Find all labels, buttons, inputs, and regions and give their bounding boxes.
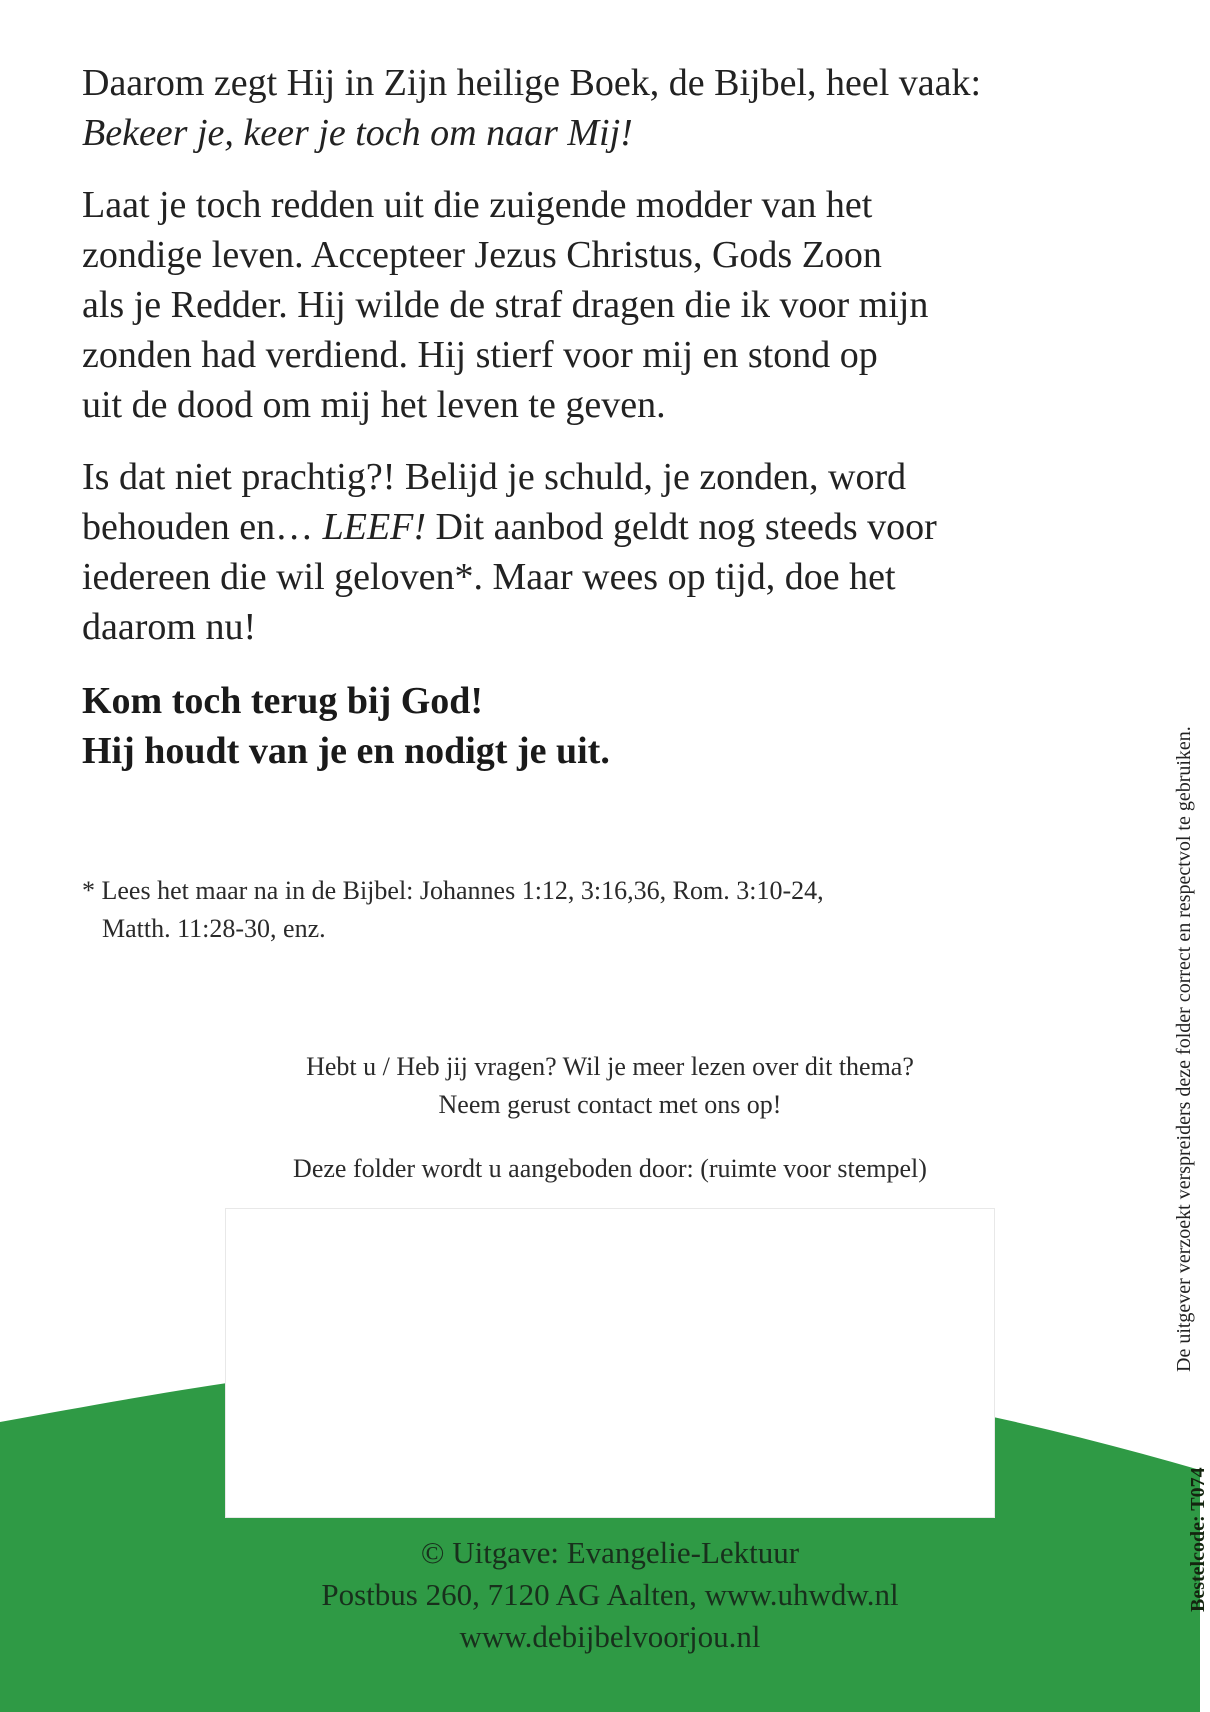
- offered-by-text: Deze folder wordt u aangeboden door: (ruimte voor stempel): [293, 1154, 927, 1183]
- text-line: zonden had verdiend. Hij stierf voor mij en stond op: [82, 334, 878, 376]
- stamp-space-box: [225, 1208, 995, 1518]
- footnote-line: * Lees het maar na in de Bijbel: Johannes 1:12, 3:16,36, Rom. 3:10-24,: [82, 876, 824, 905]
- text-line: als je Redder. Hij wilde de straf dragen die ik voor mijn: [82, 284, 929, 326]
- publisher-website: www.debijbelvoorjou.nl: [459, 1619, 761, 1654]
- publisher-address: Postbus 260, 7120 AG Aalten, www.uhwdw.nl: [321, 1577, 899, 1612]
- text-line: Is dat niet prachtig?! Belijd je schuld, je zonden, word: [82, 456, 907, 498]
- text-line: uit de dood om mij het leven te geven.: [82, 384, 666, 426]
- text-line: [82, 502, 1122, 552]
- contact-line: Hebt u / Heb jij vragen? Wil je meer lezen over dit thema?: [306, 1052, 914, 1081]
- contact-prompt: [150, 1048, 1070, 1124]
- closing-line: Hij houdt van je en nodigt je uit.: [82, 730, 610, 772]
- text-segment: behouden en…: [82, 506, 323, 548]
- closing-line: Kom toch terug bij God!: [82, 680, 484, 722]
- footnote-line: Matth. 11:28-30, enz.: [102, 914, 326, 943]
- text-line: zondige leven. Accepteer Jezus Christus, Gods Zoon: [82, 234, 882, 276]
- italic-call-line: [82, 108, 1122, 158]
- text-line: daarom nu!: [82, 606, 257, 648]
- italic-leef: LEEF!: [322, 506, 427, 548]
- order-code-text: Bestelcode: T074: [1187, 1467, 1209, 1612]
- text-line: Laat je toch redden uit die zuigende modder van het: [82, 184, 873, 226]
- text-segment: Dit aanbod geldt nog steeds voor: [426, 506, 937, 548]
- paragraph-3: [82, 452, 1122, 652]
- main-body-text: [82, 58, 1122, 674]
- paragraph-1: [82, 58, 1122, 158]
- closing-invitation: [82, 676, 610, 776]
- contact-line: Neem gerust contact met ons op!: [438, 1090, 782, 1119]
- publisher-info: [150, 1532, 1070, 1658]
- distributor-notice-text: De uitgever verzoekt verspreiders deze folder correct en respectvol te gebruiken.: [1173, 726, 1195, 1372]
- text-line: Daarom zegt Hij in Zijn heilige Boek, de Bijbel, heel vaak:: [82, 62, 982, 104]
- publisher-line: © Uitgave: Evangelie-Lektuur: [420, 1535, 800, 1570]
- footnote: [82, 872, 824, 948]
- text-line: iedereen die wil geloven*. Maar wees op tijd, doe het: [82, 556, 896, 598]
- paragraph-2: [82, 180, 1122, 430]
- italic-text: Bekeer je, keer je toch om naar Mij!: [82, 112, 633, 154]
